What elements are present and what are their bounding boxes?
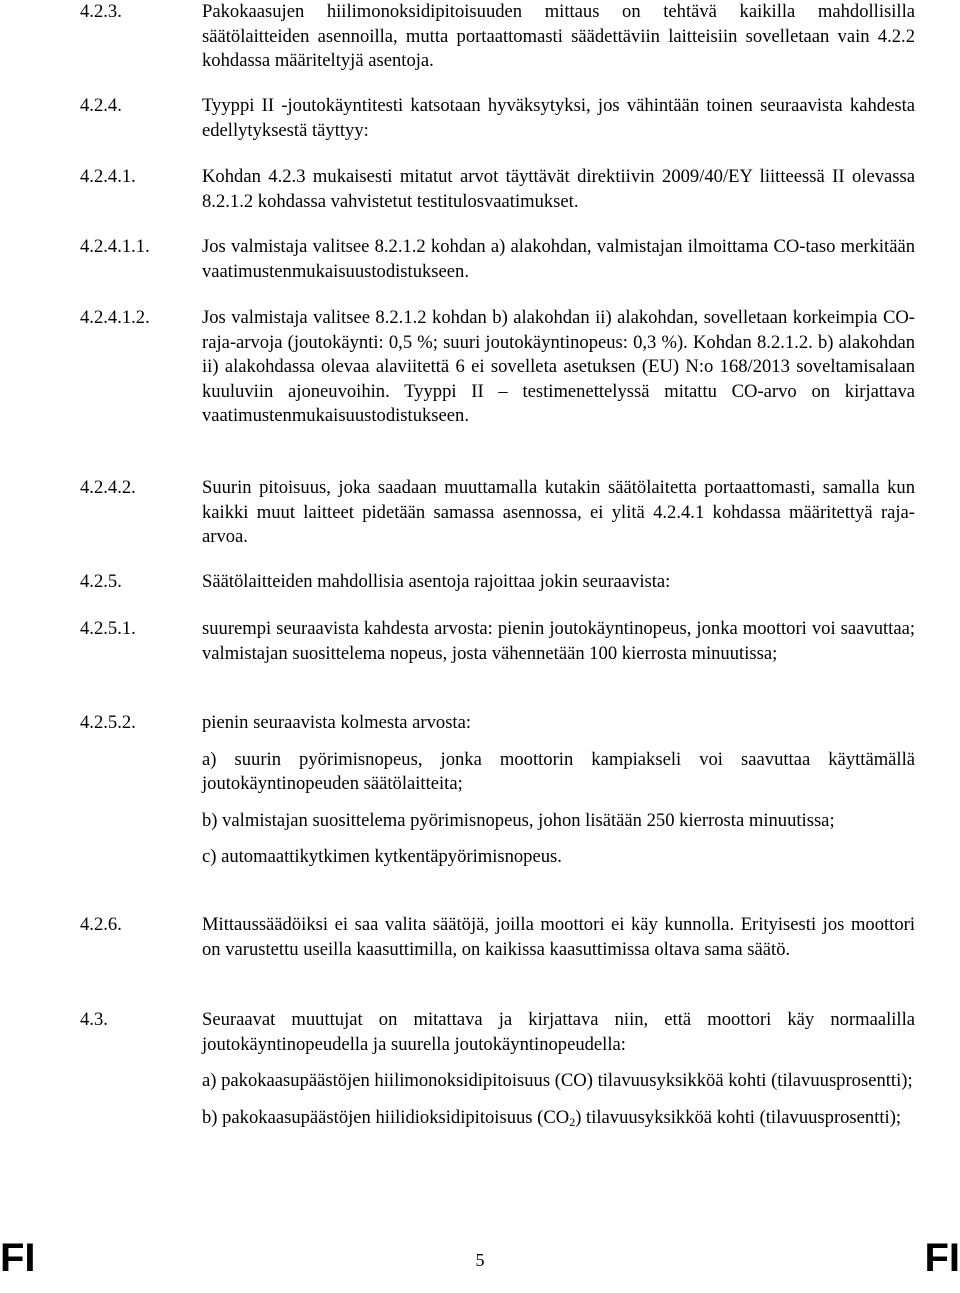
section-number: 4.2.4.2.	[80, 477, 136, 498]
section-text: suurempi seuraavista kahdesta arvosta: pienin joutokäyntinopeus, jonka moottori voi saavuttaa; valmistajan suosittelema nopeus, josta vähennetään 100 kierrosta minuutissa;	[202, 618, 915, 664]
section-text: Jos valmistaja valitsee 8.2.1.2 kohdan b) alakohdan ii) alakohdan, sovelletaan korkeimpia CO-raja-arvoja (joutokäynti: 0,5 %; suuri joutokäyntinopeus: 0,3 %). Kohdan 8.2.1.2. b) alakohdan ii) alakohdassa olevaa alaviitettä 6 ei sovelleta asetuksen (EU) N:o 168/2013 soveltamisalaan kuuluviin ajoneuvoihin. Tyyppi II – testimenettelyssä mitattu CO-arvo on kirjattava vaatimustenmukaisuustodistukseen.	[202, 307, 915, 427]
section-text: Seuraavat muuttujat on mitattava ja kirjattava niin, että moottori käy normaalilla joutokäyntinopeudella ja suurella joutokäyntinopeudella:	[202, 1009, 915, 1055]
section-4-2-5-1	[80, 617, 915, 666]
page-number: 5	[475, 1250, 485, 1270]
section-number: 4.2.4.	[80, 95, 122, 116]
section-text: Tyyppi II -joutokäyntitesti katsotaan hyväksytyksi, jos vähintään toinen seuraavista kahdesta edellytyksestä täyttyy:	[202, 95, 915, 141]
co2-subscript: 2	[569, 1114, 576, 1129]
section-text: Mittaussäädöiksi ei saa valita säätöjä, joilla moottori ei käy kunnolla. Erityisesti jos moottori on varustettu useilla kaasuttimilla, on kaikissa kaasuttimissa oltava sama säätö.	[202, 914, 915, 960]
section-number: 4.2.6.	[80, 914, 122, 935]
section-number: 4.2.5.2.	[80, 712, 136, 733]
section-text: Jos valmistaja valitsee 8.2.1.2 kohdan a) alakohdan, valmistajan ilmoittama CO-taso merkitään vaatimustenmukaisuustodistukseen.	[202, 236, 915, 282]
list-item-b	[202, 1106, 915, 1131]
section-text: Säätölaitteiden mahdollisia asentoja rajoittaa jokin seuraavista:	[202, 571, 671, 592]
section-4-2-4-1-1	[80, 235, 915, 284]
section-number: 4.2.5.1.	[80, 618, 136, 639]
list-item-b-before: b) pakokaasupäästöjen hiilidioksidipitoisuus (CO	[202, 1106, 570, 1128]
section-number: 4.2.5.	[80, 571, 122, 592]
section-number: 4.2.4.1.	[80, 166, 136, 187]
section-4-2-5-2	[80, 711, 915, 870]
section-number: 4.3.	[80, 1009, 108, 1030]
page-footer	[0, 1238, 960, 1288]
section-4-3	[80, 1008, 915, 1130]
section-text: Suurin pitoisuus, joka saadaan muuttamalla kutakin säätölaitetta portaattomasti, samalla kun kaikki muut laitteet pidetään samassa asennossa, ei ylitä 4.2.4.1 kohdassa määritettyä raja-arvoa.	[202, 477, 915, 548]
section-4-2-6	[80, 913, 915, 962]
section-number: 4.2.3.	[80, 1, 122, 22]
list-item-a: a) suurin pyörimisnopeus, jonka moottorin kampiakseli voi saavuttaa käyttämällä joutokäyntinopeuden säätölaitteita;	[202, 748, 915, 795]
section-number: 4.2.4.1.1.	[80, 236, 150, 257]
section-4-2-4-2	[80, 476, 915, 550]
list-item-b: b) valmistajan suosittelema pyörimisnopeus, johon lisätään 250 kierrosta minuutissa;	[202, 809, 835, 831]
section-text: Pakokaasujen hiilimonoksidipitoisuuden mittaus on tehtävä kaikilla mahdollisilla säätölaitteiden asennoilla, mutta portaattomasti säädettäviin laitteisiin sovelletaan vain 4.2.2 kohdassa määriteltyjä asentoja.	[202, 1, 915, 72]
section-4-2-4-1	[80, 165, 915, 214]
section-text: pienin seuraavista kolmesta arvosta:	[202, 712, 472, 733]
section-4-2-3	[80, 0, 915, 74]
list-item-c: c) automaattikytkimen kytkentäpyörimisnopeus.	[202, 846, 562, 868]
list-item-a: a) pakokaasupäästöjen hiilimonoksidipitoisuus (CO) tilavuusyksikköä kohti (tilavuusprosentti);	[202, 1070, 913, 1092]
footer-language-right: FI	[924, 1236, 960, 1280]
section-text: Kohdan 4.2.3 mukaisesti mitatut arvot täyttävät direktiivin 2009/40/EY liitteessä II olevassa 8.2.1.2 kohdassa vahvistetut testitulosvaatimukset.	[202, 166, 915, 212]
section-4-2-5	[80, 570, 915, 595]
list-item-b-after: ) tilavuusyksikköä kohti (tilavuusprosentti);	[575, 1106, 902, 1128]
section-4-2-4-1-2	[80, 306, 915, 429]
section-number: 4.2.4.1.2.	[80, 307, 150, 328]
section-4-2-4	[80, 94, 915, 143]
footer-language-left: FI	[0, 1236, 36, 1280]
